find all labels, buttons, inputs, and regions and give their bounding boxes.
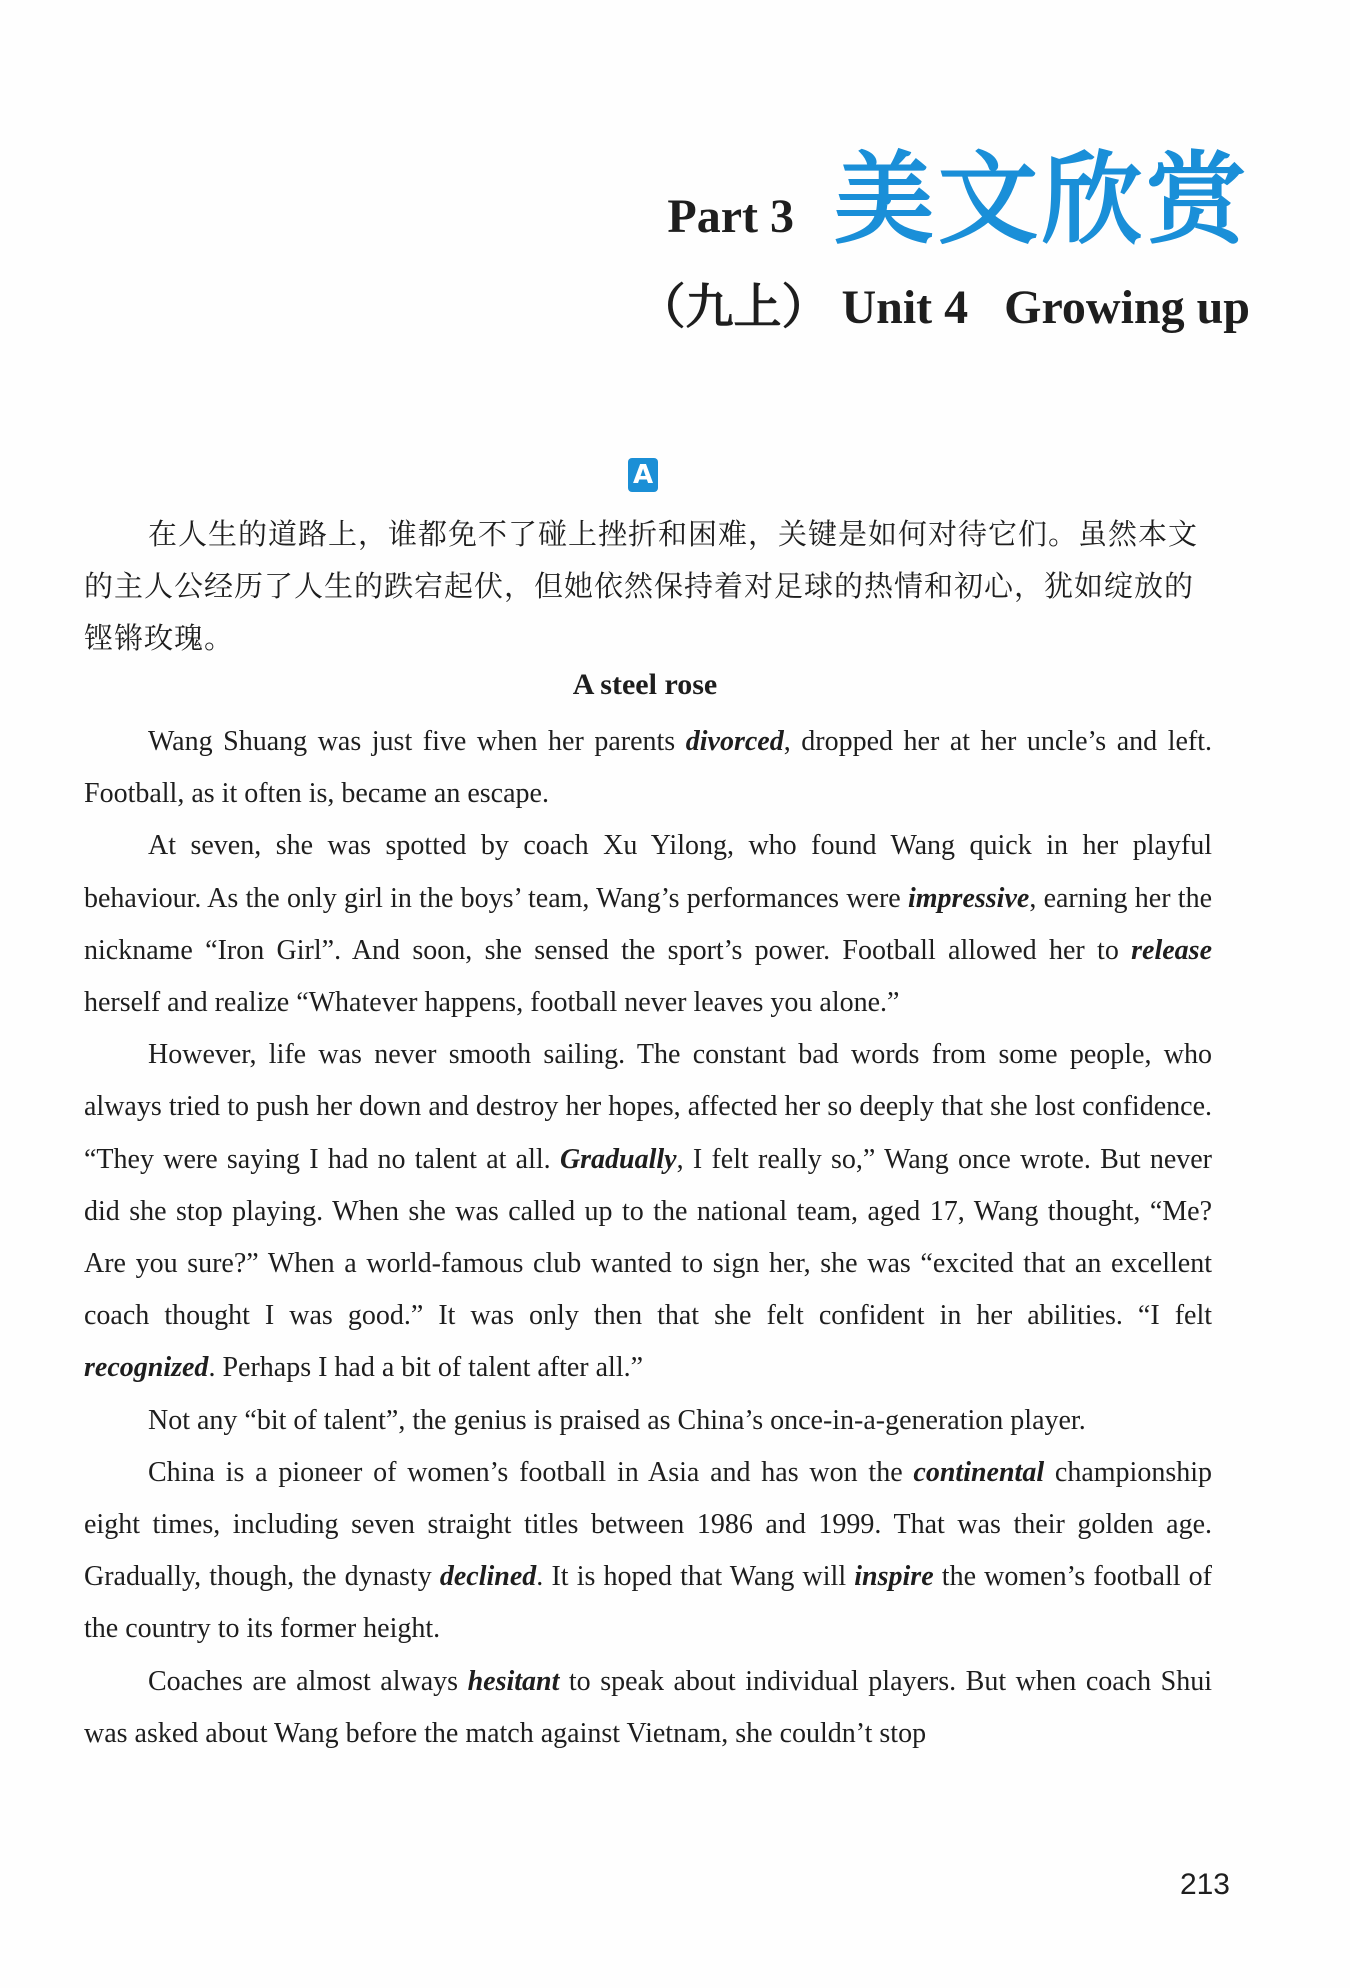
- part-title-cn: 美文欣赏: [834, 141, 1250, 258]
- part-heading: [667, 141, 1250, 258]
- keyword: hesitant: [467, 1665, 560, 1697]
- section-badge: A: [628, 458, 658, 492]
- keyword: impressive: [908, 882, 1030, 914]
- text: the women’s football of the country to its former height.: [84, 1561, 1213, 1645]
- intro-paragraph: 在人生的道路上，谁都免不了碰上挫折和困难，关键是如何对待它们。虽然本文的主人公经历了人生的跌宕起伏，但她依然保持着对足球的热情和初心，犹如绽放的铿锵玫瑰。: [84, 517, 1199, 655]
- paragraph-2: [84, 820, 1212, 1029]
- keyword: divorced: [685, 726, 784, 757]
- part-label: Part 3: [667, 190, 794, 243]
- paragraph-4: [84, 1395, 1212, 1447]
- article-body: [84, 716, 1212, 1760]
- text: championship eight times, including seven straight titles between 1986 and 1999. That was their golden age. Gradually, though, the dynasty: [84, 1456, 1213, 1593]
- text: China is a pioneer of women’s football in Asia and has won the: [148, 1456, 914, 1488]
- paragraph-3: [84, 1029, 1212, 1394]
- keyword: recognized: [84, 1352, 209, 1384]
- unit-title: （九上） Unit 4 Growing up: [637, 281, 1250, 334]
- text: , earning her the nickname “Iron Girl”. And soon, she sensed the sport’s power. Football allowed her to: [84, 882, 1212, 966]
- text: , I felt really so,” Wang once wrote. But never did she stop playing. When she was called up to the national team, aged 17, Wang thought, “Me? Are you sure?” When a world-famous club wanted to sign her, she was “excited that an excellent coach thought I was good.” It was only then that she felt confident in her abilities. “I felt: [84, 1143, 1213, 1332]
- keyword: inspire: [854, 1561, 934, 1593]
- text: Not any “bit of talent”, the genius is praised as China’s once-in-a-generation player.: [148, 1404, 1086, 1436]
- text: herself and realize “Whatever happens, football never leaves you alone.”: [84, 987, 900, 1019]
- keyword: declined: [439, 1561, 537, 1593]
- text: to speak about individual players. But when coach Shui was asked about Wang before the match against Vietnam, she couldn’t stop: [84, 1665, 1212, 1749]
- keyword: Gradually: [559, 1143, 677, 1175]
- paragraph-6: [84, 1656, 1212, 1760]
- paragraph-1: [84, 716, 1212, 820]
- text: . Perhaps I had a bit of talent after all.”: [208, 1352, 644, 1384]
- text: . It is hoped that Wang will: [536, 1561, 855, 1593]
- text: However, life was never smooth sailing. The constant bad words from some people, who always tried to push her down and destroy her hopes, affected her so deeply that she lost confidence. “They were saying I had no talent at all.: [84, 1039, 1212, 1175]
- text: At seven, she was spotted by coach Xu Yilong, who found Wang quick in her playful behaviour. As the only girl in the boys’ team, Wang’s performances were: [84, 830, 1212, 914]
- article-title: A steel rose: [572, 668, 718, 701]
- keyword: release: [1131, 934, 1212, 966]
- paragraph-5: [84, 1447, 1212, 1656]
- text: Coaches are almost always: [148, 1665, 468, 1697]
- keyword: continental: [913, 1456, 1045, 1488]
- page-number: 213: [1179, 1868, 1230, 1901]
- text: Wang Shuang was just five when her parents: [148, 726, 686, 757]
- text: , dropped her at her uncle’s and left. Football, as it often is, became an escape.: [84, 726, 1212, 810]
